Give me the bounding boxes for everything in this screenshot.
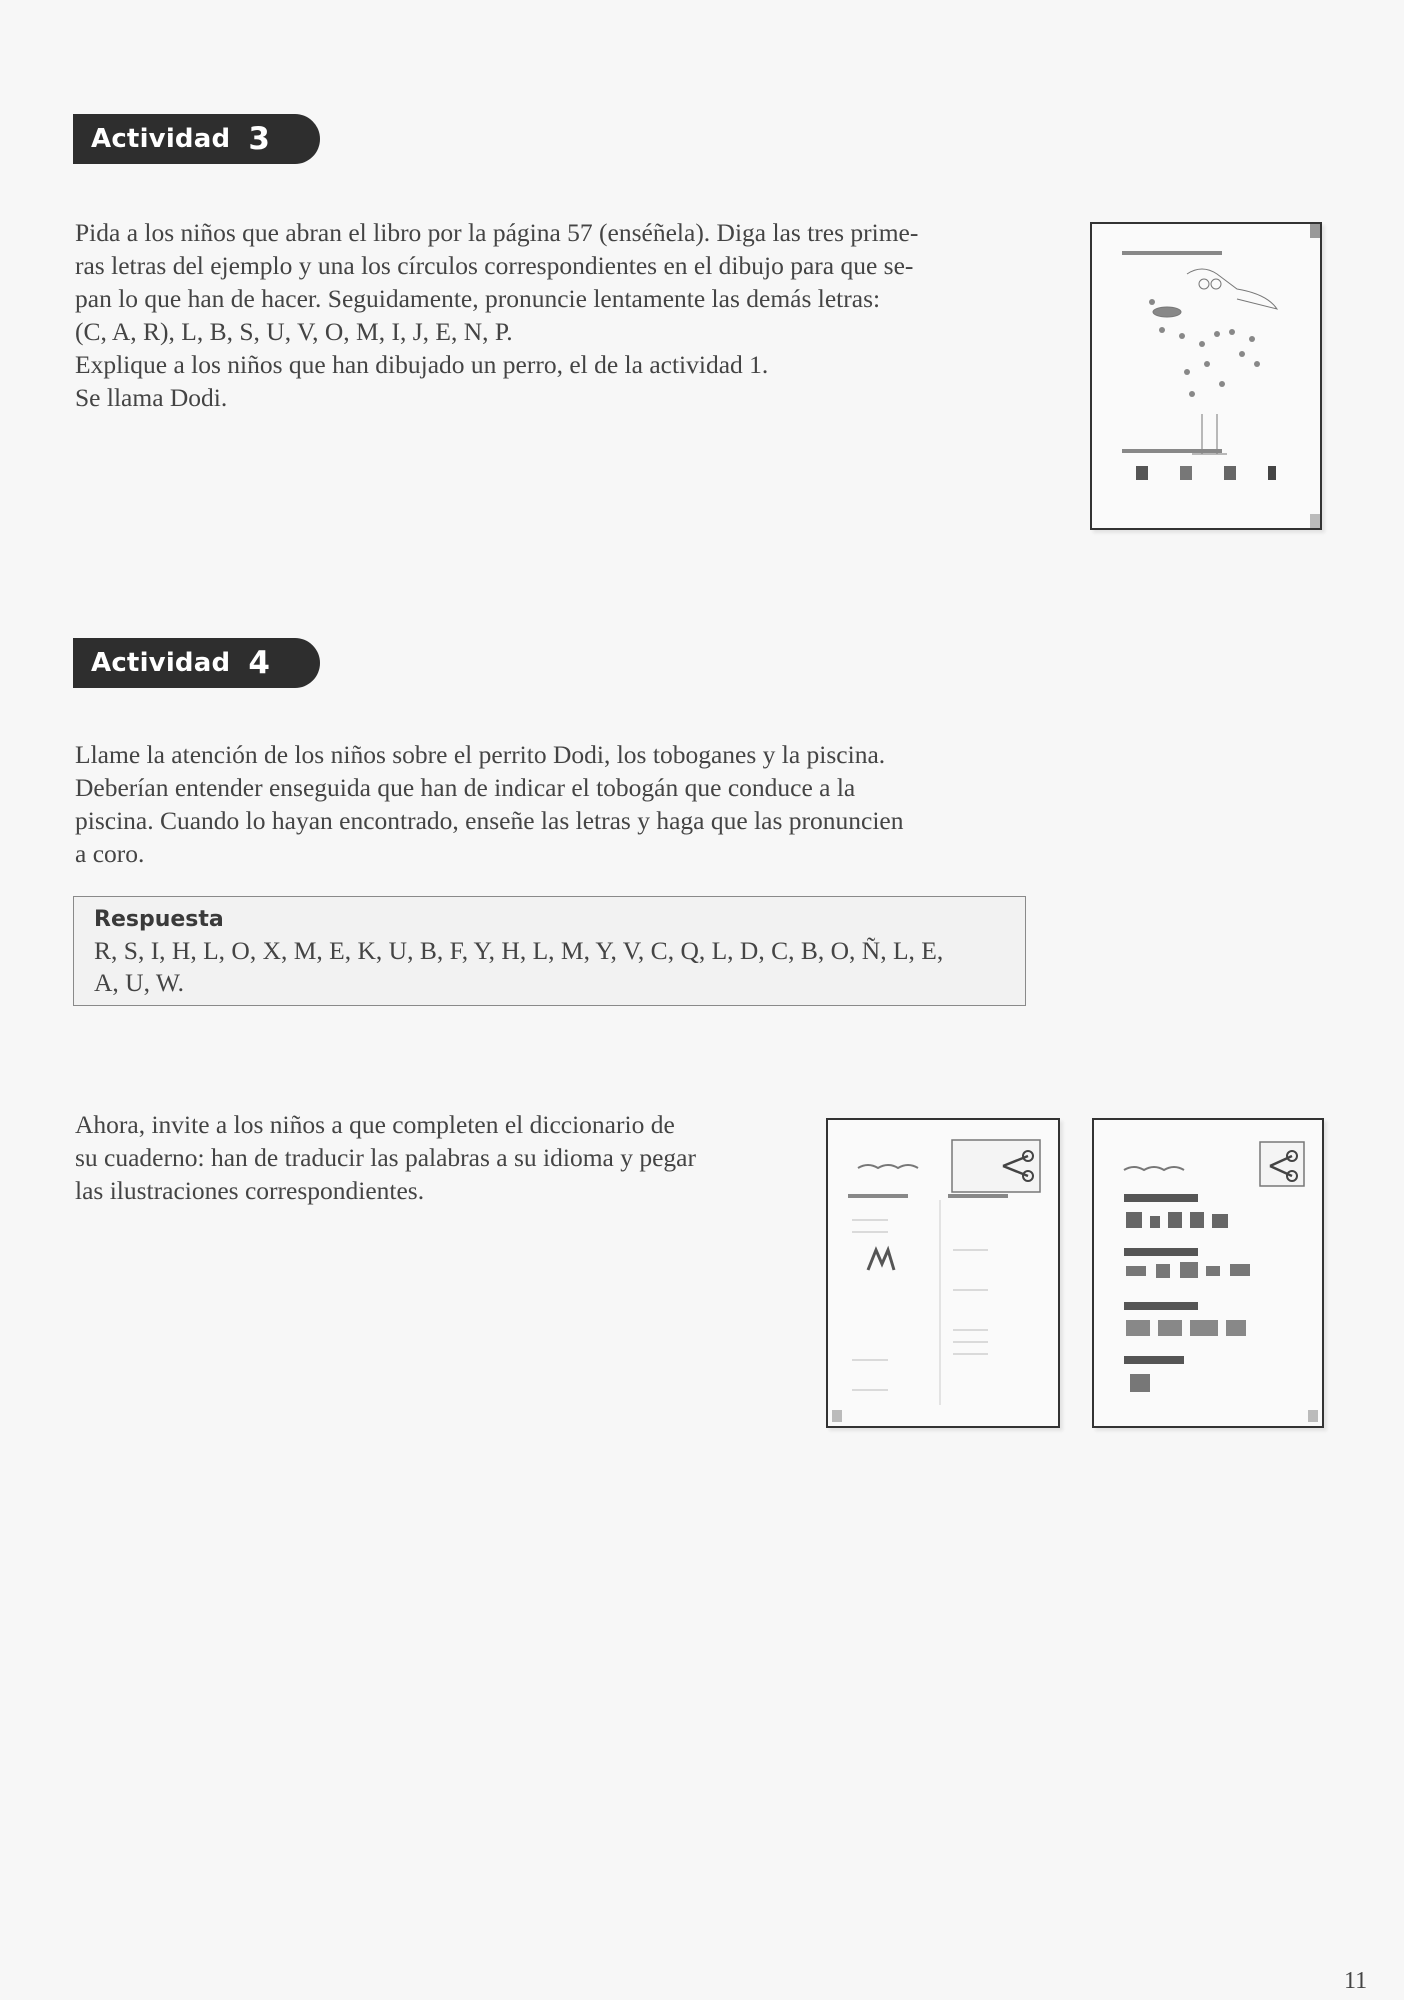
answer-box xyxy=(73,896,1026,1006)
text-line: Pida a los niños que abran el libro por la página 57 (enséñela). Diga las tres prime- xyxy=(75,218,919,247)
dictionary-instructions xyxy=(75,1108,795,1207)
text-line: su cuaderno: han de traducir las palabras a su idioma y pegar xyxy=(75,1143,696,1172)
cutouts-page-illustration xyxy=(1094,1120,1322,1426)
text-line: a coro. xyxy=(75,839,145,868)
text-line: Se llama Dodi. xyxy=(75,383,228,412)
answer-line: A, U, W. xyxy=(94,968,184,997)
activity-4-label: Actividad xyxy=(91,648,231,678)
text-line: piscina. Cuando lo hayan encontrado, enseñe las letras y haga que las pronuncien xyxy=(75,806,904,835)
answer-text xyxy=(94,935,1025,999)
dictionary-page-illustration xyxy=(828,1120,1058,1426)
text-line: las ilustraciones correspondientes. xyxy=(75,1176,425,1205)
book-page-thumbnail-dictionary xyxy=(826,1118,1060,1428)
dot-to-dot-dog-illustration xyxy=(1092,224,1320,528)
answer-line: R, S, I, H, L, O, X, M, E, K, U, B, F, Y, H, L, M, Y, V, C, Q, L, D, C, B, O, Ñ, L, E, xyxy=(94,936,944,965)
activity-4-number: 4 xyxy=(248,645,270,681)
text-line: Llame la atención de los niños sobre el perrito Dodi, los toboganes y la piscina. xyxy=(75,740,886,769)
activity-3-label: Actividad xyxy=(91,124,231,154)
text-line: Deberían entender enseguida que han de indicar el tobogán que conduce a la xyxy=(75,773,856,802)
activity-4-instructions xyxy=(75,738,1030,870)
text-line: pan lo que han de hacer. Seguidamente, pronuncie lentamente las demás letras: xyxy=(75,284,881,313)
activity-4-heading xyxy=(73,638,320,688)
activity-3-heading xyxy=(73,114,320,164)
activity-3-number: 3 xyxy=(248,121,270,157)
book-page-thumbnail-cutouts xyxy=(1092,1118,1324,1428)
answer-title: Respuesta xyxy=(94,907,224,932)
page-number: 11 xyxy=(1344,1968,1368,1994)
text-line: Ahora, invite a los niños a que completen el diccionario de xyxy=(75,1110,675,1139)
text-line: (C, A, R), L, B, S, U, V, O, M, I, J, E, N, P. xyxy=(75,317,513,346)
text-line: ras letras del ejemplo y una los círculos correspondientes en el dibujo para que se- xyxy=(75,251,914,280)
book-page-thumbnail-dot-to-dot xyxy=(1090,222,1322,530)
activity-3-instructions xyxy=(75,216,1030,414)
text-line: Explique a los niños que han dibujado un perro, el de la actividad 1. xyxy=(75,350,769,379)
